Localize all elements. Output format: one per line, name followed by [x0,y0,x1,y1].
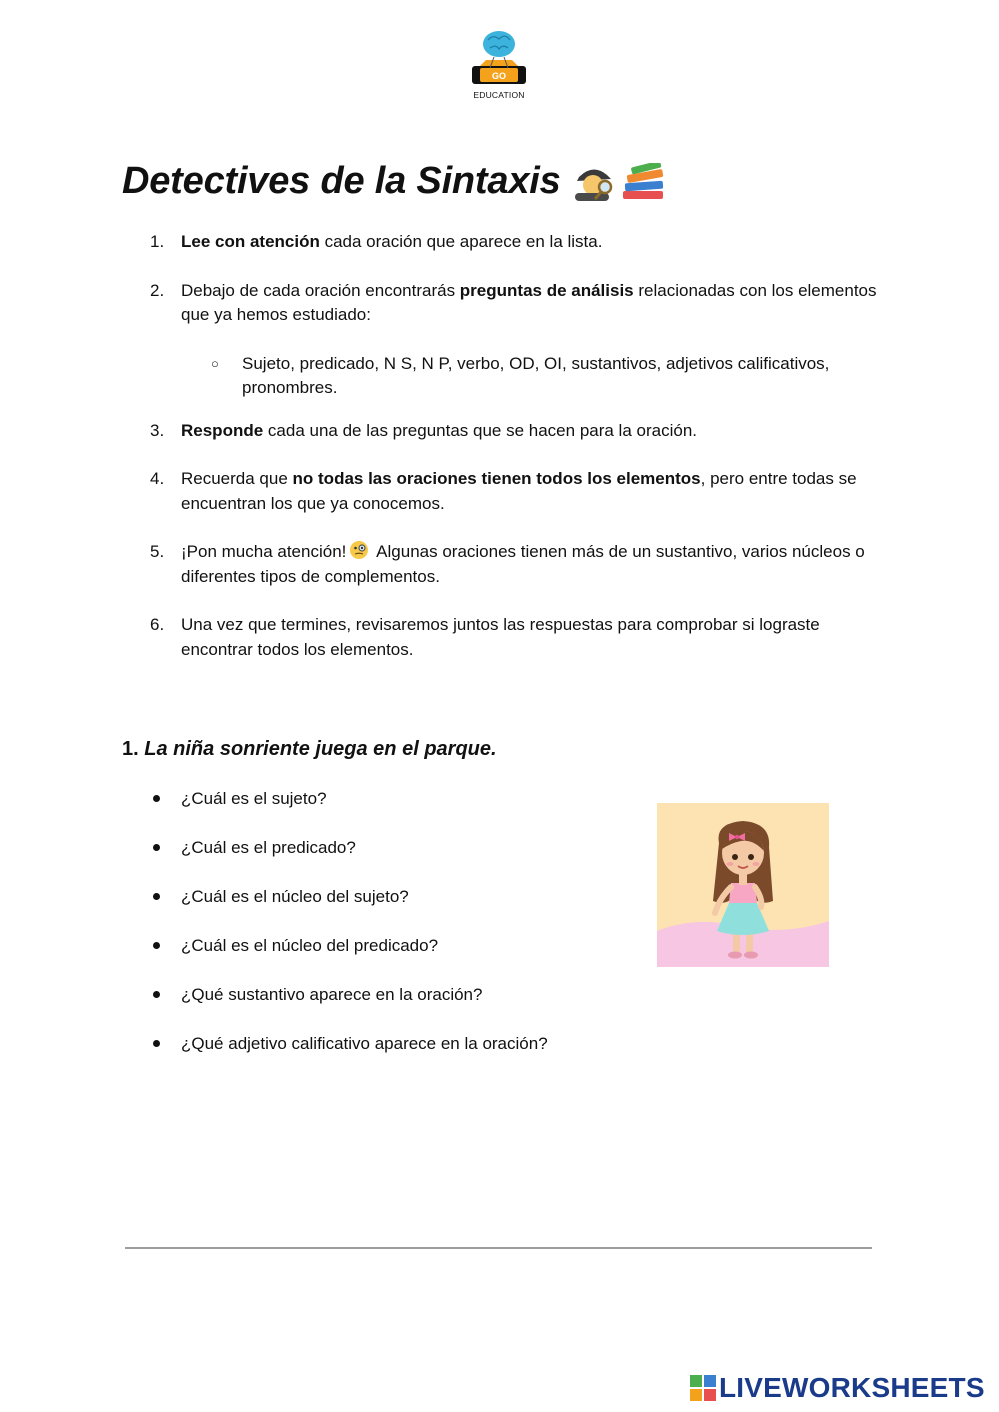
brand-text: LIVEWORKSHEETS [719,1372,985,1403]
question-item: ¿Cuál es el núcleo del predicado? [150,934,548,958]
instruction-subitem: ○ Sujeto, predicado, N S, N P, verbo, OD, OI, sustantivos, adjetivos calificativos, pronombres. [211,353,830,397]
bullet-icon [153,942,160,949]
liveworksheets-brand [690,1370,985,1406]
instruction-item: 4. Recuerda que no todas las oraciones tienen todos los elementos, pero entre todas se encuentran los que ya conocemos. [150,469,857,513]
instruction-item: 2. Debajo de cada oración encontrarás preguntas de análisis relacionadas con los elementos que ya hemos estudiado: ○ Sujeto, predicado, N S, N P, verbo, OD, OI, sustantivos, adjetivos calificativos, pronombres. [150,279,880,401]
question-item: ¿Cuál es el núcleo del sujeto? [150,885,548,909]
questions-list [150,787,548,1081]
section-divider [125,1247,872,1249]
question-item: ¿Cuál es el sujeto? [150,787,548,811]
logo-text: EDUCATION [473,90,525,100]
logo-badge: GO [491,71,507,81]
liveworksheets-logo-icon [690,1375,716,1401]
smiling-girl-illustration [657,803,829,967]
instruction-item: 5. ¡Pon mucha atención! Algunas oraciones tienen más de un sustantivo, varios núcleos o diferentes tipos de complementos. [150,542,865,586]
instruction-item: 6. Una vez que termines, revisaremos juntos las respuestas para comprobar si lograste encontrar todos los elementos. [150,615,820,659]
question-item: ¿Cuál es el predicado? [150,836,548,860]
page-title [122,160,667,203]
bullet-icon [153,991,160,998]
page-title-text: Detectives de la Sintaxis [122,160,561,202]
sentence-heading: 1. La niña sonriente juega en el parque. [122,738,497,760]
bullet-icon [153,893,160,900]
instruction-item: 1. Lee con atención cada oración que aparece en la lista. [150,232,603,251]
instructions-list [150,230,880,686]
detective-icon [573,163,617,201]
bullet-icon [153,844,160,851]
bullet-icon [153,795,160,802]
hollow-bullet-icon: ○ [211,355,219,371]
books-icon [621,163,667,201]
brain-logo-icon [466,26,532,90]
monocle-face-icon [349,540,369,560]
go-education-logo [466,26,532,102]
question-item: ¿Qué sustantivo aparece en la oración? [150,983,548,1007]
question-item: ¿Qué adjetivo calificativo aparece en la oración? [150,1032,548,1056]
bullet-icon [153,1040,160,1047]
instruction-subitems [211,352,880,401]
instruction-item: 3. Responde cada una de las preguntas que se hacen para la oración. [150,420,697,440]
